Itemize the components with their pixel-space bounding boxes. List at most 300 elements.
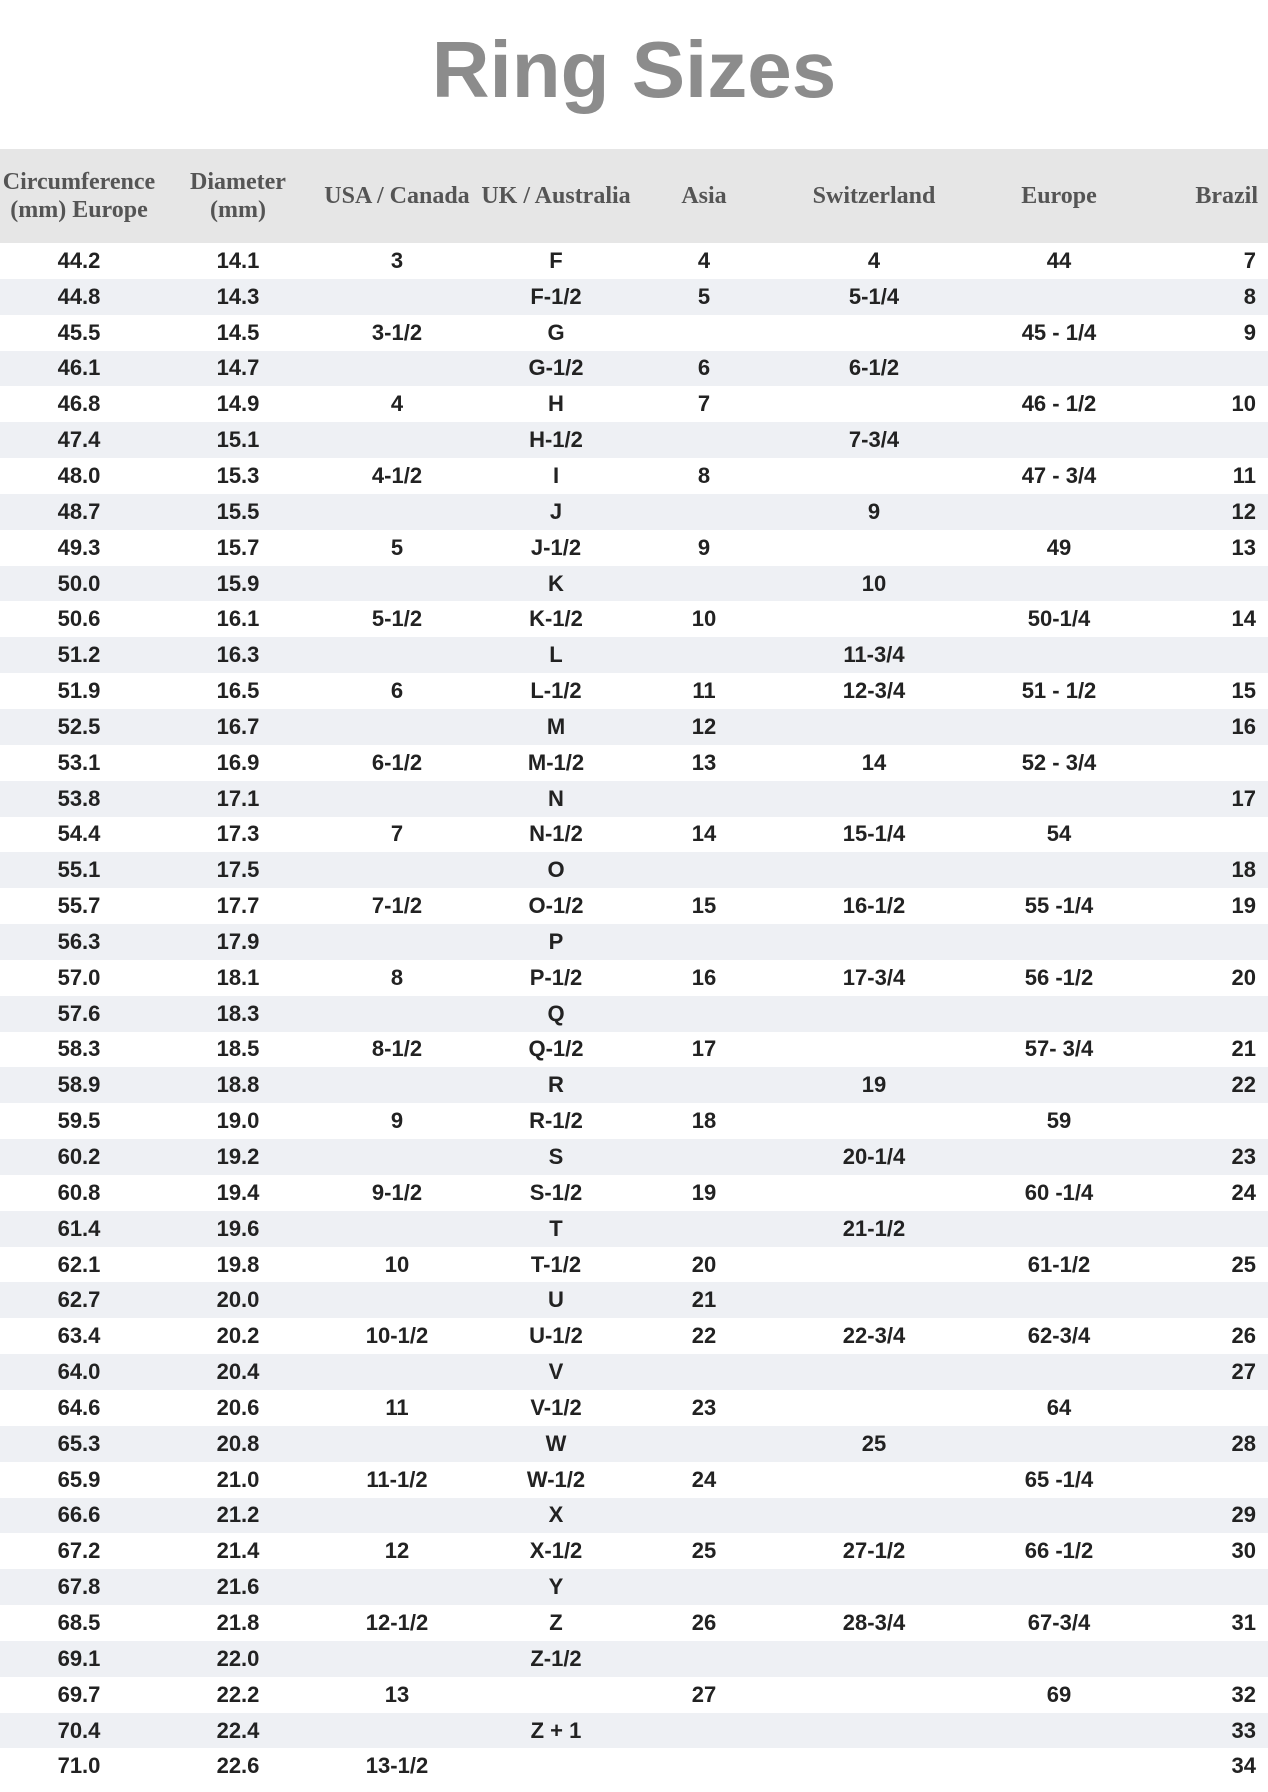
cell-europe: 65 -1/4 [1024, 1466, 1094, 1492]
cell-asia: 23 [691, 1394, 717, 1420]
cell-brazil: 14 [1231, 606, 1256, 632]
table-row [0, 960, 1268, 996]
cell-brazil: 12 [1231, 498, 1256, 524]
table-header [0, 149, 1268, 243]
cell-asia: 13 [691, 749, 717, 775]
cell-asia [636, 1569, 772, 1605]
cell-usa-canada [318, 1282, 476, 1318]
cell-usa-canada [318, 422, 476, 458]
table-row [0, 1533, 1268, 1569]
table-row [0, 924, 1268, 960]
cell-switzerland [772, 1247, 976, 1283]
cell-uk-australia: Q [547, 1000, 565, 1026]
cell-circumference: 63.4 [57, 1323, 101, 1349]
cell-asia [636, 1067, 772, 1103]
table-body [0, 243, 1268, 1784]
cell-circumference: 51.2 [57, 642, 101, 668]
cell-europe [976, 924, 1142, 960]
cell-uk-australia: V [548, 1359, 564, 1385]
cell-diameter: 14.9 [216, 391, 260, 417]
cell-circumference: 70.4 [57, 1717, 101, 1743]
cell-brazil [1142, 637, 1268, 673]
cell-diameter: 18.5 [216, 1036, 260, 1062]
cell-circumference: 44.2 [57, 247, 101, 273]
cell-europe: 57- 3/4 [1024, 1036, 1094, 1062]
cell-europe: 61-1/2 [1027, 1251, 1091, 1277]
cell-usa-canada [318, 279, 476, 315]
cell-uk-australia: I [552, 462, 560, 488]
column-header-diameter: Diameter (mm) [190, 169, 286, 223]
cell-asia [636, 924, 772, 960]
cell-circumference: 61.4 [57, 1215, 101, 1241]
cell-diameter: 19.2 [216, 1144, 260, 1170]
cell-switzerland [772, 458, 976, 494]
cell-circumference: 65.3 [57, 1430, 101, 1456]
cell-brazil [1142, 422, 1268, 458]
cell-circumference: 59.5 [57, 1108, 101, 1134]
cell-brazil: 32 [1231, 1681, 1256, 1707]
cell-switzerland [772, 1641, 976, 1677]
cell-switzerland: 27-1/2 [842, 1538, 906, 1564]
table-row [0, 1641, 1268, 1677]
cell-asia [636, 1713, 772, 1749]
column-header-asia: Asia [681, 183, 727, 209]
cell-diameter: 17.5 [216, 857, 260, 883]
cell-usa-canada [318, 1713, 476, 1749]
cell-usa-canada: 12-1/2 [365, 1609, 429, 1635]
cell-uk-australia: K [548, 570, 564, 596]
cell-switzerland [772, 1498, 976, 1534]
cell-circumference: 48.7 [57, 498, 101, 524]
table-row [0, 1677, 1268, 1713]
cell-circumference: 46.8 [57, 391, 101, 417]
cell-usa-canada: 8-1/2 [371, 1036, 423, 1062]
cell-usa-canada: 5 [390, 534, 404, 560]
cell-switzerland [772, 1462, 976, 1498]
cell-switzerland [772, 601, 976, 637]
cell-usa-canada [318, 637, 476, 673]
cell-asia: 15 [691, 893, 717, 919]
cell-asia: 17 [691, 1036, 717, 1062]
cell-switzerland: 7-3/4 [848, 427, 900, 453]
cell-asia [636, 566, 772, 602]
table-row [0, 1318, 1268, 1354]
cell-asia: 24 [691, 1466, 717, 1492]
cell-diameter: 17.7 [216, 893, 260, 919]
cell-uk-australia: W-1/2 [526, 1466, 586, 1492]
cell-switzerland [772, 1175, 976, 1211]
table-row [0, 1462, 1268, 1498]
cell-diameter: 20.8 [216, 1430, 260, 1456]
cell-uk-australia: T [549, 1215, 563, 1241]
cell-asia [636, 1139, 772, 1175]
cell-uk-australia: G-1/2 [528, 355, 584, 381]
table-row [0, 601, 1268, 637]
table-row [0, 566, 1268, 602]
cell-circumference: 51.9 [57, 678, 101, 704]
cell-brazil: 15 [1231, 678, 1256, 704]
cell-europe: 49 [1046, 534, 1072, 560]
cell-brazil: 10 [1231, 391, 1256, 417]
table-row [0, 852, 1268, 888]
cell-brazil: 26 [1231, 1323, 1256, 1349]
cell-brazil: 9 [1243, 319, 1256, 345]
cell-brazil: 8 [1243, 283, 1256, 309]
cell-asia: 22 [691, 1323, 717, 1349]
cell-asia: 27 [691, 1681, 717, 1707]
cell-switzerland: 28-3/4 [842, 1609, 906, 1635]
cell-switzerland [772, 1569, 976, 1605]
cell-switzerland: 22-3/4 [842, 1323, 906, 1349]
cell-uk-australia: J [549, 498, 563, 524]
cell-diameter: 21.2 [216, 1502, 260, 1528]
cell-diameter: 17.9 [216, 928, 260, 954]
cell-diameter: 21.8 [216, 1609, 260, 1635]
cell-circumference: 57.6 [57, 1000, 101, 1026]
cell-asia: 14 [691, 821, 717, 847]
cell-circumference: 62.1 [57, 1251, 101, 1277]
column-header-europe: Europe [1021, 183, 1097, 209]
cell-europe [976, 566, 1142, 602]
cell-switzerland: 17-3/4 [842, 964, 906, 990]
cell-circumference: 58.3 [57, 1036, 101, 1062]
cell-brazil: 11 [1232, 462, 1256, 488]
cell-switzerland [772, 852, 976, 888]
cell-asia [636, 1641, 772, 1677]
cell-diameter: 20.2 [216, 1323, 260, 1349]
cell-switzerland [772, 781, 976, 817]
table-row [0, 530, 1268, 566]
table-row [0, 1748, 1268, 1784]
cell-uk-australia: H-1/2 [529, 427, 583, 453]
cell-uk-australia: L-1/2 [530, 678, 582, 704]
cell-circumference: 49.3 [57, 534, 101, 560]
table-row [0, 637, 1268, 673]
cell-europe [976, 422, 1142, 458]
cell-diameter: 15.3 [216, 462, 260, 488]
cell-uk-australia: M [546, 713, 566, 739]
table-row [0, 351, 1268, 387]
cell-switzerland [772, 1713, 976, 1749]
table-row [0, 1282, 1268, 1318]
cell-switzerland [772, 386, 976, 422]
cell-diameter: 16.5 [216, 678, 260, 704]
cell-uk-australia: Z + 1 [530, 1717, 582, 1743]
cell-diameter: 15.7 [216, 534, 260, 560]
cell-circumference: 55.7 [57, 893, 101, 919]
table-row [0, 1605, 1268, 1641]
table-row [0, 1498, 1268, 1534]
cell-switzerland: 15-1/4 [842, 821, 906, 847]
cell-switzerland: 19 [861, 1072, 887, 1098]
cell-circumference: 55.1 [57, 857, 101, 883]
cell-circumference: 65.9 [57, 1466, 101, 1492]
cell-diameter: 20.0 [216, 1287, 260, 1313]
cell-circumference: 46.1 [57, 355, 101, 381]
cell-usa-canada [318, 852, 476, 888]
cell-uk-australia: R [548, 1072, 564, 1098]
cell-circumference: 68.5 [57, 1609, 101, 1635]
cell-usa-canada [318, 494, 476, 530]
cell-brazil: 18 [1231, 857, 1256, 883]
column-header-usa-canada: USA / Canada [324, 183, 470, 209]
cell-brazil: 33 [1231, 1717, 1256, 1743]
cell-uk-australia: V-1/2 [530, 1394, 582, 1420]
cell-usa-canada: 13 [384, 1681, 410, 1707]
table-row [0, 745, 1268, 781]
cell-europe: 52 - 3/4 [1021, 749, 1097, 775]
cell-europe [976, 709, 1142, 745]
table-row [0, 673, 1268, 709]
cell-diameter: 20.4 [216, 1359, 260, 1385]
cell-diameter: 14.1 [216, 247, 260, 273]
cell-uk-australia: O-1/2 [528, 893, 584, 919]
cell-circumference: 58.9 [57, 1072, 101, 1098]
cell-uk-australia: H [548, 391, 564, 417]
cell-uk-australia: Z-1/2 [530, 1645, 582, 1671]
table-row [0, 1390, 1268, 1426]
cell-usa-canada: 8 [390, 964, 404, 990]
cell-asia: 9 [697, 534, 711, 560]
cell-usa-canada: 7-1/2 [371, 893, 423, 919]
cell-diameter: 15.1 [216, 427, 260, 453]
cell-brazil [1142, 351, 1268, 387]
cell-usa-canada: 6 [390, 678, 404, 704]
cell-asia: 19 [691, 1179, 717, 1205]
cell-asia [636, 315, 772, 351]
cell-switzerland [772, 315, 976, 351]
cell-europe: 54 [1046, 821, 1072, 847]
cell-brazil: 34 [1231, 1753, 1256, 1779]
cell-europe: 47 - 3/4 [1021, 462, 1097, 488]
cell-diameter: 14.3 [216, 283, 260, 309]
cell-asia: 12 [691, 713, 717, 739]
cell-uk-australia: S-1/2 [529, 1179, 583, 1205]
cell-uk-australia [476, 1748, 636, 1784]
cell-switzerland: 4 [867, 247, 881, 273]
cell-europe [976, 1713, 1142, 1749]
cell-europe [976, 996, 1142, 1032]
cell-uk-australia: Q-1/2 [528, 1036, 584, 1062]
cell-brazil [1142, 1641, 1268, 1677]
cell-brazil: 19 [1231, 893, 1256, 919]
cell-asia [636, 494, 772, 530]
cell-asia [636, 1211, 772, 1247]
cell-usa-canada: 9 [390, 1108, 404, 1134]
cell-switzerland [772, 1282, 976, 1318]
cell-uk-australia: R-1/2 [529, 1108, 583, 1134]
cell-switzerland [772, 709, 976, 745]
table-row [0, 279, 1268, 315]
cell-circumference: 64.0 [57, 1359, 101, 1385]
cell-europe: 59 [1046, 1108, 1072, 1134]
cell-brazil [1142, 745, 1268, 781]
cell-europe: 64 [1046, 1394, 1072, 1420]
cell-uk-australia: N-1/2 [529, 821, 583, 847]
cell-europe [976, 637, 1142, 673]
cell-europe [976, 494, 1142, 530]
table-row [0, 1032, 1268, 1068]
cell-asia [636, 781, 772, 817]
cell-usa-canada [318, 1139, 476, 1175]
cell-uk-australia: F [549, 247, 563, 273]
cell-brazil [1142, 924, 1268, 960]
table-row [0, 386, 1268, 422]
cell-asia [636, 852, 772, 888]
table-row [0, 1211, 1268, 1247]
cell-europe: 67-3/4 [1027, 1609, 1091, 1635]
cell-usa-canada: 4 [390, 391, 404, 417]
cell-brazil: 30 [1231, 1538, 1256, 1564]
cell-diameter: 20.6 [216, 1394, 260, 1420]
header-row [0, 149, 1268, 243]
table-row [0, 1426, 1268, 1462]
cell-uk-australia: L [549, 642, 563, 668]
cell-circumference: 53.8 [57, 785, 101, 811]
cell-usa-canada [318, 709, 476, 745]
cell-brazil: 21 [1231, 1036, 1256, 1062]
cell-usa-canada: 11 [385, 1394, 409, 1420]
table-row [0, 709, 1268, 745]
cell-uk-australia: W [545, 1430, 567, 1456]
cell-switzerland: 21-1/2 [842, 1215, 906, 1241]
cell-asia [636, 1748, 772, 1784]
cell-europe [976, 1569, 1142, 1605]
cell-usa-canada: 3 [390, 247, 404, 273]
cell-uk-australia: M-1/2 [527, 749, 585, 775]
cell-usa-canada [318, 1211, 476, 1247]
cell-diameter: 19.4 [216, 1179, 260, 1205]
cell-europe [976, 1067, 1142, 1103]
cell-brazil: 31 [1231, 1609, 1256, 1635]
cell-diameter: 22.6 [216, 1753, 260, 1779]
cell-asia: 25 [691, 1538, 717, 1564]
cell-brazil [1142, 1462, 1268, 1498]
cell-switzerland [772, 530, 976, 566]
cell-switzerland [772, 1748, 976, 1784]
cell-uk-australia: P-1/2 [529, 964, 583, 990]
cell-asia: 4 [697, 247, 711, 273]
cell-europe: 51 - 1/2 [1021, 678, 1097, 704]
cell-uk-australia: N [548, 785, 564, 811]
cell-usa-canada [318, 1498, 476, 1534]
cell-brazil: 20 [1231, 964, 1256, 990]
cell-circumference: 52.5 [57, 713, 101, 739]
cell-circumference: 44.8 [57, 283, 101, 309]
cell-circumference: 67.8 [57, 1574, 101, 1600]
column-header-circumference: Circumference (mm) Europe [2, 169, 156, 223]
cell-europe [976, 1282, 1142, 1318]
cell-europe: 56 -1/2 [1024, 964, 1094, 990]
cell-diameter: 17.3 [216, 821, 260, 847]
cell-diameter: 21.0 [216, 1466, 260, 1492]
cell-europe: 62-3/4 [1027, 1323, 1091, 1349]
table-row [0, 1247, 1268, 1283]
table-row [0, 315, 1268, 351]
cell-diameter: 19.8 [216, 1251, 260, 1277]
cell-switzerland: 5-1/4 [848, 283, 900, 309]
cell-usa-canada: 11-1/2 [366, 1466, 428, 1492]
cell-usa-canada [318, 781, 476, 817]
cell-usa-canada: 3-1/2 [371, 319, 423, 345]
cell-uk-australia: O [547, 857, 565, 883]
cell-asia: 20 [691, 1251, 717, 1277]
cell-circumference: 60.2 [57, 1144, 101, 1170]
cell-switzerland: 11-3/4 [843, 642, 905, 668]
cell-asia: 11 [692, 678, 716, 704]
cell-uk-australia: X-1/2 [529, 1538, 583, 1564]
cell-usa-canada: 9-1/2 [371, 1179, 423, 1205]
cell-asia [636, 1426, 772, 1462]
cell-switzerland [772, 1103, 976, 1139]
cell-brazil: 27 [1231, 1359, 1256, 1385]
cell-brazil: 23 [1231, 1144, 1256, 1170]
cell-circumference: 45.5 [57, 319, 101, 345]
cell-brazil: 17 [1231, 785, 1256, 811]
cell-circumference: 67.2 [57, 1538, 101, 1564]
cell-usa-canada: 6-1/2 [371, 749, 423, 775]
cell-switzerland: 25 [861, 1430, 887, 1456]
cell-brazil: 7 [1243, 247, 1256, 273]
cell-europe: 44 [1046, 247, 1072, 273]
table-row [0, 1354, 1268, 1390]
cell-diameter: 15.9 [216, 570, 260, 596]
table-row [0, 817, 1268, 853]
cell-asia: 10 [691, 606, 717, 632]
cell-circumference: 57.0 [57, 964, 101, 990]
cell-diameter: 17.1 [216, 785, 260, 811]
cell-asia [636, 422, 772, 458]
cell-uk-australia: J-1/2 [530, 534, 582, 560]
cell-asia: 21 [691, 1287, 717, 1313]
cell-brazil [1142, 1103, 1268, 1139]
cell-uk-australia: X [548, 1502, 564, 1528]
cell-diameter: 14.7 [216, 355, 260, 381]
cell-uk-australia: F-1/2 [530, 283, 582, 309]
cell-brazil [1142, 566, 1268, 602]
cell-circumference: 69.7 [57, 1681, 101, 1707]
cell-europe [976, 1498, 1142, 1534]
cell-circumference: 48.0 [57, 462, 101, 488]
table-row [0, 1067, 1268, 1103]
cell-usa-canada [318, 566, 476, 602]
cell-europe: 46 - 1/2 [1021, 391, 1097, 417]
cell-asia [636, 996, 772, 1032]
cell-brazil [1142, 1569, 1268, 1605]
cell-brazil [1142, 817, 1268, 853]
cell-diameter: 18.8 [216, 1072, 260, 1098]
cell-europe [976, 1748, 1142, 1784]
cell-europe [976, 351, 1142, 387]
cell-europe [976, 852, 1142, 888]
cell-switzerland: 16-1/2 [842, 893, 906, 919]
cell-brazil [1142, 1390, 1268, 1426]
cell-diameter: 14.5 [216, 319, 260, 345]
cell-uk-australia: Z [549, 1609, 563, 1635]
cell-diameter: 15.5 [216, 498, 260, 524]
cell-usa-canada [318, 351, 476, 387]
cell-usa-canada [318, 1426, 476, 1462]
cell-switzerland [772, 1354, 976, 1390]
cell-brazil: 13 [1231, 534, 1256, 560]
table-row [0, 1139, 1268, 1175]
cell-diameter: 22.4 [216, 1717, 260, 1743]
cell-uk-australia: G [547, 319, 565, 345]
cell-diameter: 16.1 [216, 606, 260, 632]
cell-switzerland [772, 1677, 976, 1713]
cell-brazil: 24 [1231, 1179, 1256, 1205]
cell-diameter: 22.0 [216, 1645, 260, 1671]
